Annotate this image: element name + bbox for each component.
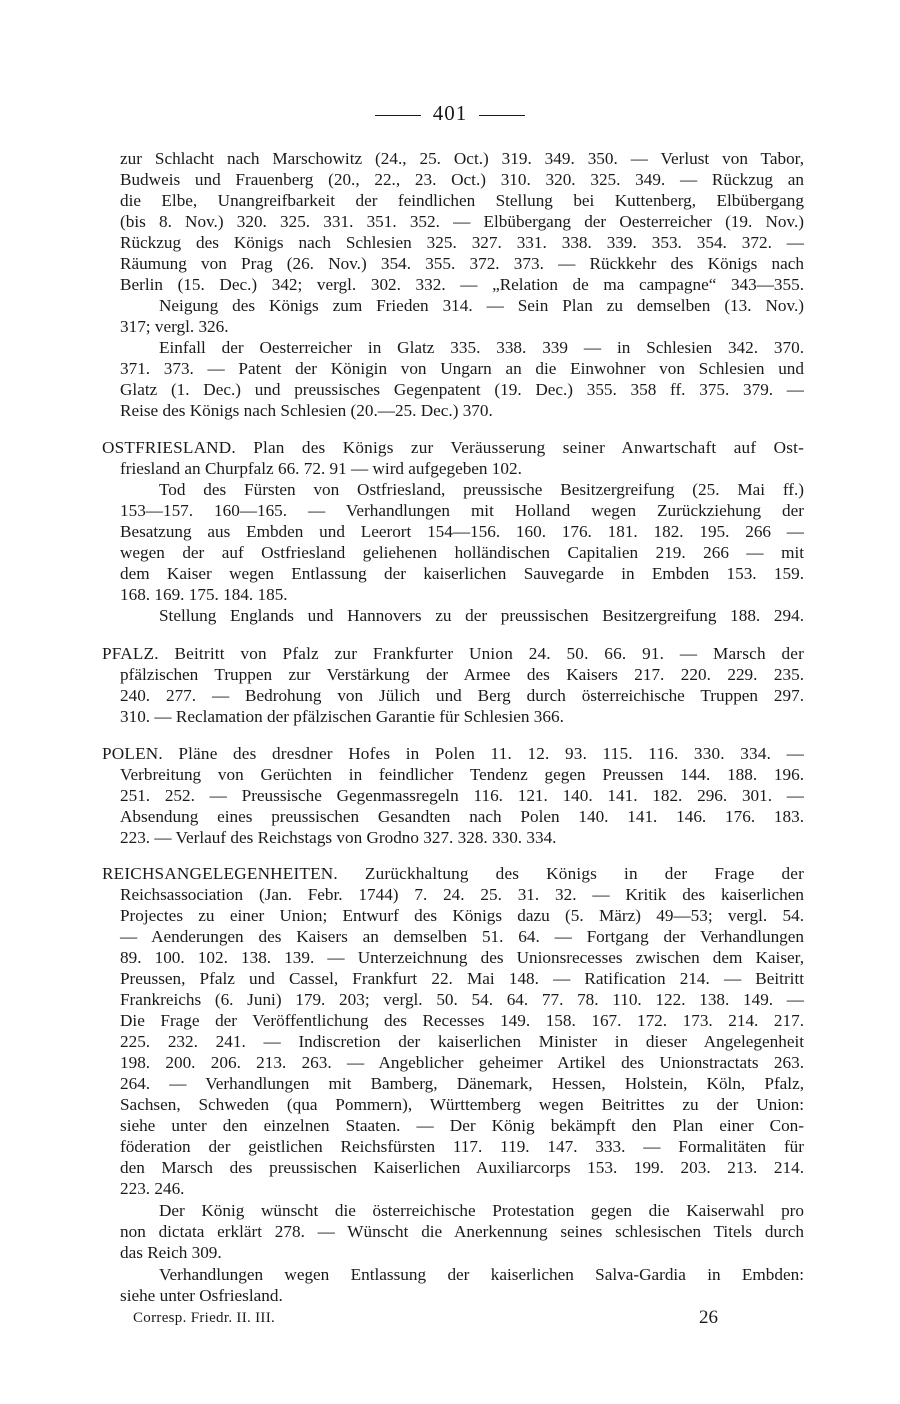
text-line: siehe unter Osfriesland. xyxy=(120,1286,283,1305)
text-line: friesland an Churpfalz 66. 72. 91 — wird aufgegeben 102. xyxy=(120,459,522,478)
text-line: 198. 200. 206. 213. 263. — Angeblicher geheimer Artikel des Unionstractats 263. xyxy=(120,1053,804,1072)
text-line: Neigung des Königs zum Frieden 314. — Sein Plan zu demselben (13. Nov.) xyxy=(159,296,804,315)
text-line: (bis 8. Nov.) 320. 325. 331. 351. 352. — Elbübergang der Oesterreicher (19. Nov.) xyxy=(120,212,804,231)
entry-heading-reichsangelegenheiten: REICHSANGELEGENHEITEN. Zurückhaltung des Königs in der Frage der xyxy=(102,864,804,883)
text-line: Sachsen, Schweden (qua Pommern), Württemberg wegen Beitrittes zu der Union: xyxy=(120,1095,804,1114)
text-line: Der König wünscht die österreichische Protestation gegen die Kaiserwahl pro xyxy=(159,1201,804,1220)
text-line: Räumung von Prag (26. Nov.) 354. 355. 372. 373. — Rückkehr des Königs nach xyxy=(120,254,804,273)
text-line: 251. 252. — Preussische Gegenmassregeln 116. 121. 140. 141. 182. 296. 301. — xyxy=(120,786,804,805)
text-line: 153—157. 160—165. — Verhandlungen mit Holland wegen Zurückziehung der xyxy=(120,501,804,520)
text-line: 264. — Verhandlungen mit Bamberg, Dänemark, Hessen, Holstein, Köln, Pfalz, xyxy=(120,1074,804,1093)
text-line: 310. — Reclamation der pfälzischen Garantie für Schlesien 366. xyxy=(120,707,564,726)
text-line: Reise des Königs nach Schlesien (20.—25. Dec.) 370. xyxy=(120,401,493,420)
text-line: Preussen, Pfalz und Cassel, Frankfurt 22. Mai 148. — Ratification 214. — Beitritt xyxy=(120,969,804,988)
text-line: Glatz (1. Dec.) und preussisches Gegenpatent (19. Dec.) 355. 358 ff. 375. 379. — xyxy=(120,380,804,399)
text-line: Einfall der Oesterreicher in Glatz 335. 338. 339 — in Schlesien 342. 370. xyxy=(159,338,804,357)
text-line: Die Frage der Veröffentlichung des Recesses 149. 158. 167. 172. 173. 214. 217. xyxy=(120,1011,804,1030)
text-line: 168. 169. 175. 184. 185. xyxy=(120,585,288,604)
text-line: Absendung eines preussischen Gesandten nach Polen 140. 141. 146. 176. 183. xyxy=(120,807,804,826)
text-line: — Aenderungen des Kaisers an demselben 51. 64. — Fortgang der Verhandlungen xyxy=(120,927,804,946)
text-line: wegen der auf Ostfriesland geliehenen holländischen Capitalien 219. 266 — mit xyxy=(120,543,804,562)
text-line: Projectes zu einer Union; Entwurf des Königs dazu (5. März) 49—53; vergl. 54. xyxy=(120,906,804,925)
text-line: pfälzischen Truppen zur Verstärkung der Armee des Kaisers 217. 220. 229. 235. xyxy=(120,665,804,684)
text-line: zur Schlacht nach Marschowitz (24., 25. Oct.) 319. 349. 350. — Verlust von Tabor, xyxy=(120,149,804,168)
text-line: Rückzug des Königs nach Schlesien 325. 327. 331. 338. 339. 353. 354. 372. — xyxy=(120,233,804,252)
text-line: das Reich 309. xyxy=(120,1243,222,1262)
text-line: siehe unter den einzelnen Staaten. — Der König bekämpft den Plan einer Con- xyxy=(120,1116,804,1135)
text-line: 240. 277. — Bedrohung von Jülich und Berg durch österreichische Truppen 297. xyxy=(120,686,804,705)
text-line: Stellung Englands und Hannovers zu der preussischen Besitzergreifung 188. 294. xyxy=(159,606,804,625)
text-line: Verbreitung von Gerüchten in feindlicher Tendenz gegen Preussen 144. 188. 196. xyxy=(120,765,804,784)
entry-heading-pfalz: PFALZ. Beitritt von Pfalz zur Frankfurter Union 24. 50. 66. 91. — Marsch der xyxy=(102,644,804,663)
text-line: Budweis und Frauenberg (20., 22., 23. Oct.) 310. 320. 325. 349. — Rückzug an xyxy=(120,170,804,189)
text-line: Reichsassociation (Jan. Febr. 1744) 7. 24. 25. 31. 32. — Kritik des kaiserlichen xyxy=(120,885,804,904)
text-line: föderation der geistlichen Reichsfürsten 117. 119. 147. 333. — Formalitäten für xyxy=(120,1137,804,1156)
text-line: 223. 246. xyxy=(120,1179,185,1198)
text-line: den Marsch des preussischen Kaiserlichen Auxiliarcorps 153. 199. 203. 213. 214. xyxy=(120,1158,804,1177)
page-number-text: 401 xyxy=(432,101,468,125)
text-line: Besatzung aus Embden und Leerort 154—156. 160. 176. 181. 182. 195. 266 — xyxy=(120,522,804,541)
text-line: Frankreichs (6. Juni) 179. 203; vergl. 50. 54. 64. 77. 78. 110. 122. 138. 149. — xyxy=(120,990,804,1009)
page-number xyxy=(0,101,900,126)
page-number-dash-left xyxy=(375,115,421,116)
text-line: 371. 373. — Patent der Königin von Ungarn an die Einwohner von Schlesien und xyxy=(120,359,804,378)
text-line: Verhandlungen wegen Entlassung der kaiserlichen Salva-Gardia in Embden: xyxy=(159,1265,804,1284)
page-number-dash-right xyxy=(479,115,525,116)
entry-heading-ostfriesland: OSTFRIESLAND. Plan des Königs zur Veräusserung seiner Anwartschaft auf Ost- xyxy=(102,438,804,457)
text-line: 223. — Verlauf des Reichstags von Grodno 327. 328. 330. 334. xyxy=(120,828,557,847)
text-line: Tod des Fürsten von Ostfriesland, preussische Besitzergreifung (25. Mai ff.) xyxy=(159,480,804,499)
sheet-number: 26 xyxy=(699,1307,718,1328)
entry-heading-polen: POLEN. Pläne des dresdner Hofes in Polen 11. 12. 93. 115. 116. 330. 334. — xyxy=(102,744,804,763)
text-line: 225. 232. 241. — Indiscretion der kaiserlichen Minister in dieser Angelegenheit xyxy=(120,1032,804,1051)
text-line: non dictata erklärt 278. — Wünscht die Anerkennung seines schlesischen Titels durch xyxy=(120,1222,804,1241)
text-line: Berlin (15. Dec.) 342; vergl. 302. 332. — „Relation de ma campagne“ 343—355. xyxy=(120,275,804,294)
text-line: 317; vergl. 326. xyxy=(120,317,229,336)
text-line: die Elbe, Unangreifbarkeit der feindlichen Stellung bei Kuttenberg, Elbübergang xyxy=(120,191,804,210)
signature-mark: Corresp. Friedr. II. III. xyxy=(133,1310,276,1326)
text-line: dem Kaiser wegen Entlassung der kaiserlichen Sauvegarde in Embden 153. 159. xyxy=(120,564,804,583)
text-line: 89. 100. 102. 138. 139. — Unterzeichnung des Unionsrecesses zwischen dem Kaiser, xyxy=(120,948,804,967)
